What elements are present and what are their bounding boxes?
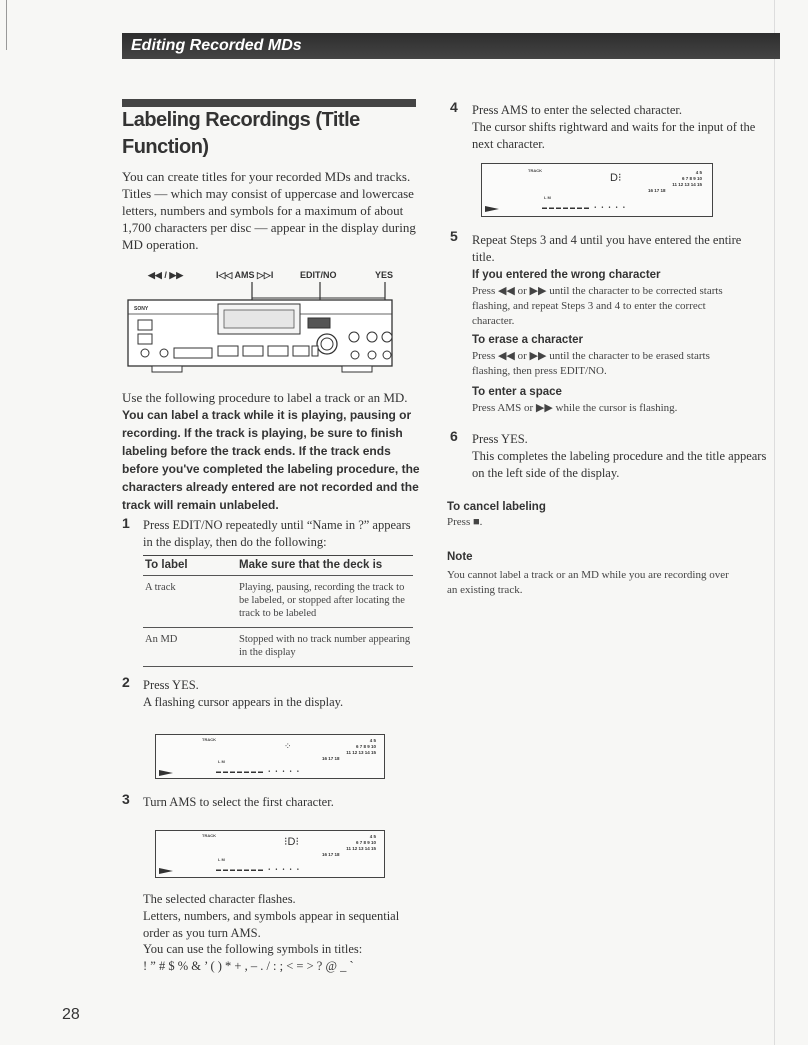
lcd-display	[155, 830, 385, 878]
step-3-after2: Letters, numbers, and symbols appear in sequential order as you turn AMS.	[143, 909, 400, 940]
step-3-after1: The selected character flashes.	[143, 892, 296, 906]
table-cell: Stopped with no track number appearing in the display	[237, 628, 413, 667]
step-6-line1: Press YES.	[472, 432, 528, 446]
lcd-track-label: TRACK	[202, 737, 216, 742]
step-3-symbols: ! ” # $ % & ’ ( ) * + , – . / : ; < = > ? @ _ `	[143, 959, 354, 973]
lcd-level-meter: ▬▬▬▬▬▬▬ • • • • •	[542, 205, 627, 211]
play-icon	[159, 868, 173, 874]
table-header-row	[143, 556, 413, 576]
yes-label: YES	[375, 270, 394, 280]
lcd-lm-label: L M	[218, 857, 225, 862]
lcd-lm-label: L M	[218, 759, 225, 764]
step-2-line1: Press YES.	[143, 678, 199, 692]
lcd-lm-label: L M	[544, 195, 551, 200]
lcd-character-d: ⁝D⁝	[284, 836, 299, 848]
brand-logo: SONY	[134, 306, 149, 312]
wrong-character-text: Press ◀◀ or ▶▶ until the character to be corrected starts flashing, and repeat Steps 3 and 4 to enter the correct character.	[472, 285, 723, 327]
table-cell: A track	[143, 576, 237, 628]
enter-space-heading: To enter a space	[472, 386, 562, 398]
cancel-labeling-text: Press ■.	[447, 516, 483, 528]
lcd-track-label: TRACK	[528, 168, 542, 173]
skip-label: ◀◀ / ▶▶	[148, 270, 184, 280]
step-2-number: 2	[122, 674, 130, 690]
table-cell: An MD	[143, 628, 237, 667]
table-header: Make sure that the deck is	[237, 556, 413, 576]
note-text: You cannot label a track or an MD while you are recording over an existing track.	[447, 569, 729, 596]
procedure-paragraph	[122, 389, 422, 514]
lcd-display	[155, 734, 385, 779]
lcd-track-numbers: 4 5 6 7 8 9 10 11 12 13 14 15 16 17 18	[322, 738, 376, 761]
lcd-level-meter: ▬▬▬▬▬▬▬ • • • • •	[216, 769, 301, 775]
step-1-text: Press EDIT/NO repeatedly until “Name in ?” appears in the display, then do the following:	[143, 518, 411, 549]
intro-paragraph: You can create titles for your recorded MDs and tracks. Titles — which may consist of uppercase and lowercase letters, numbers and symbols for a maximum of about 1,700 characters per disc — appear in the display during MD operation.	[122, 169, 416, 252]
wrong-character-heading: If you entered the wrong character	[472, 269, 661, 281]
step-1-number: 1	[122, 515, 130, 531]
note-heading: Note	[447, 551, 473, 563]
enter-space-text: Press AMS or ▶▶ while the cursor is flashing.	[472, 402, 678, 414]
page-title: Labeling Recordings (Title Function)	[122, 109, 360, 158]
table-header: To label	[143, 556, 237, 576]
lcd-track-label: TRACK	[202, 833, 216, 838]
procedure-warning: You can label a track while it is playing, pausing or recording. If the track is playing, be sure to finish labeling before the track ends. If the track ends before you've completed the labeling procedure, the characters already entered are not recorded and the track will remain unlabeled.	[122, 408, 420, 512]
heading-rule	[122, 99, 416, 107]
page-edge-right	[774, 0, 775, 1045]
erase-character-text: Press ◀◀ or ▶▶ until the character to be erased starts flashing, then press EDIT/NO.	[472, 350, 710, 377]
page-number: 28	[62, 1006, 80, 1023]
erase-character-heading: To erase a character	[472, 334, 584, 346]
step-4-number: 4	[450, 99, 458, 115]
step-3-number: 3	[122, 791, 130, 807]
procedure-plain: Use the following procedure to label a track or an MD.	[122, 390, 408, 405]
step-3-line1: Turn AMS to select the first character.	[143, 795, 334, 809]
flashing-cursor-icon: ⁘	[284, 741, 292, 751]
deck-diagram	[122, 262, 422, 380]
step-4-line2: The cursor shifts rightward and waits for the input of the next character.	[472, 120, 756, 151]
step-3-after3: You can use the following symbols in titles:	[143, 942, 363, 956]
edit-no-label: EDIT/NO	[300, 270, 337, 280]
step-5-text: Repeat Steps 3 and 4 until you have entered the entire title.	[472, 233, 742, 264]
step-6-number: 6	[450, 428, 458, 444]
table-row	[143, 576, 413, 628]
table-row	[143, 628, 413, 667]
cancel-labeling-heading: To cancel labeling	[447, 501, 546, 513]
lcd-level-meter: ▬▬▬▬▬▬▬ • • • • •	[216, 867, 301, 873]
step-2-line2: A flashing cursor appears in the display.	[143, 695, 344, 709]
lcd-track-numbers: 4 5 6 7 8 9 10 11 12 13 14 15 16 17 18	[322, 834, 376, 857]
lcd-display	[481, 163, 713, 217]
step-6-line2: This completes the labeling procedure and the title appears on the left side of the display.	[472, 449, 767, 480]
step-5-number: 5	[450, 228, 458, 244]
step-4-line1: Press AMS to enter the selected character.	[472, 103, 682, 117]
play-icon	[485, 206, 499, 212]
label-table	[143, 555, 413, 667]
lcd-character-d: D⁝	[610, 172, 622, 184]
lcd-track-numbers: 4 5 6 7 8 9 10 11 12 13 14 15 16 17 18	[648, 170, 702, 193]
page-edge-left	[6, 0, 7, 50]
play-icon	[159, 770, 173, 776]
table-cell: Playing, pausing, recording the track to be labeled, or stopped after locating the track to be labeled	[237, 576, 413, 628]
ams-label: I◁◁ AMS ▷▷I	[216, 270, 274, 280]
section-header: Editing Recorded MDs	[122, 33, 780, 59]
